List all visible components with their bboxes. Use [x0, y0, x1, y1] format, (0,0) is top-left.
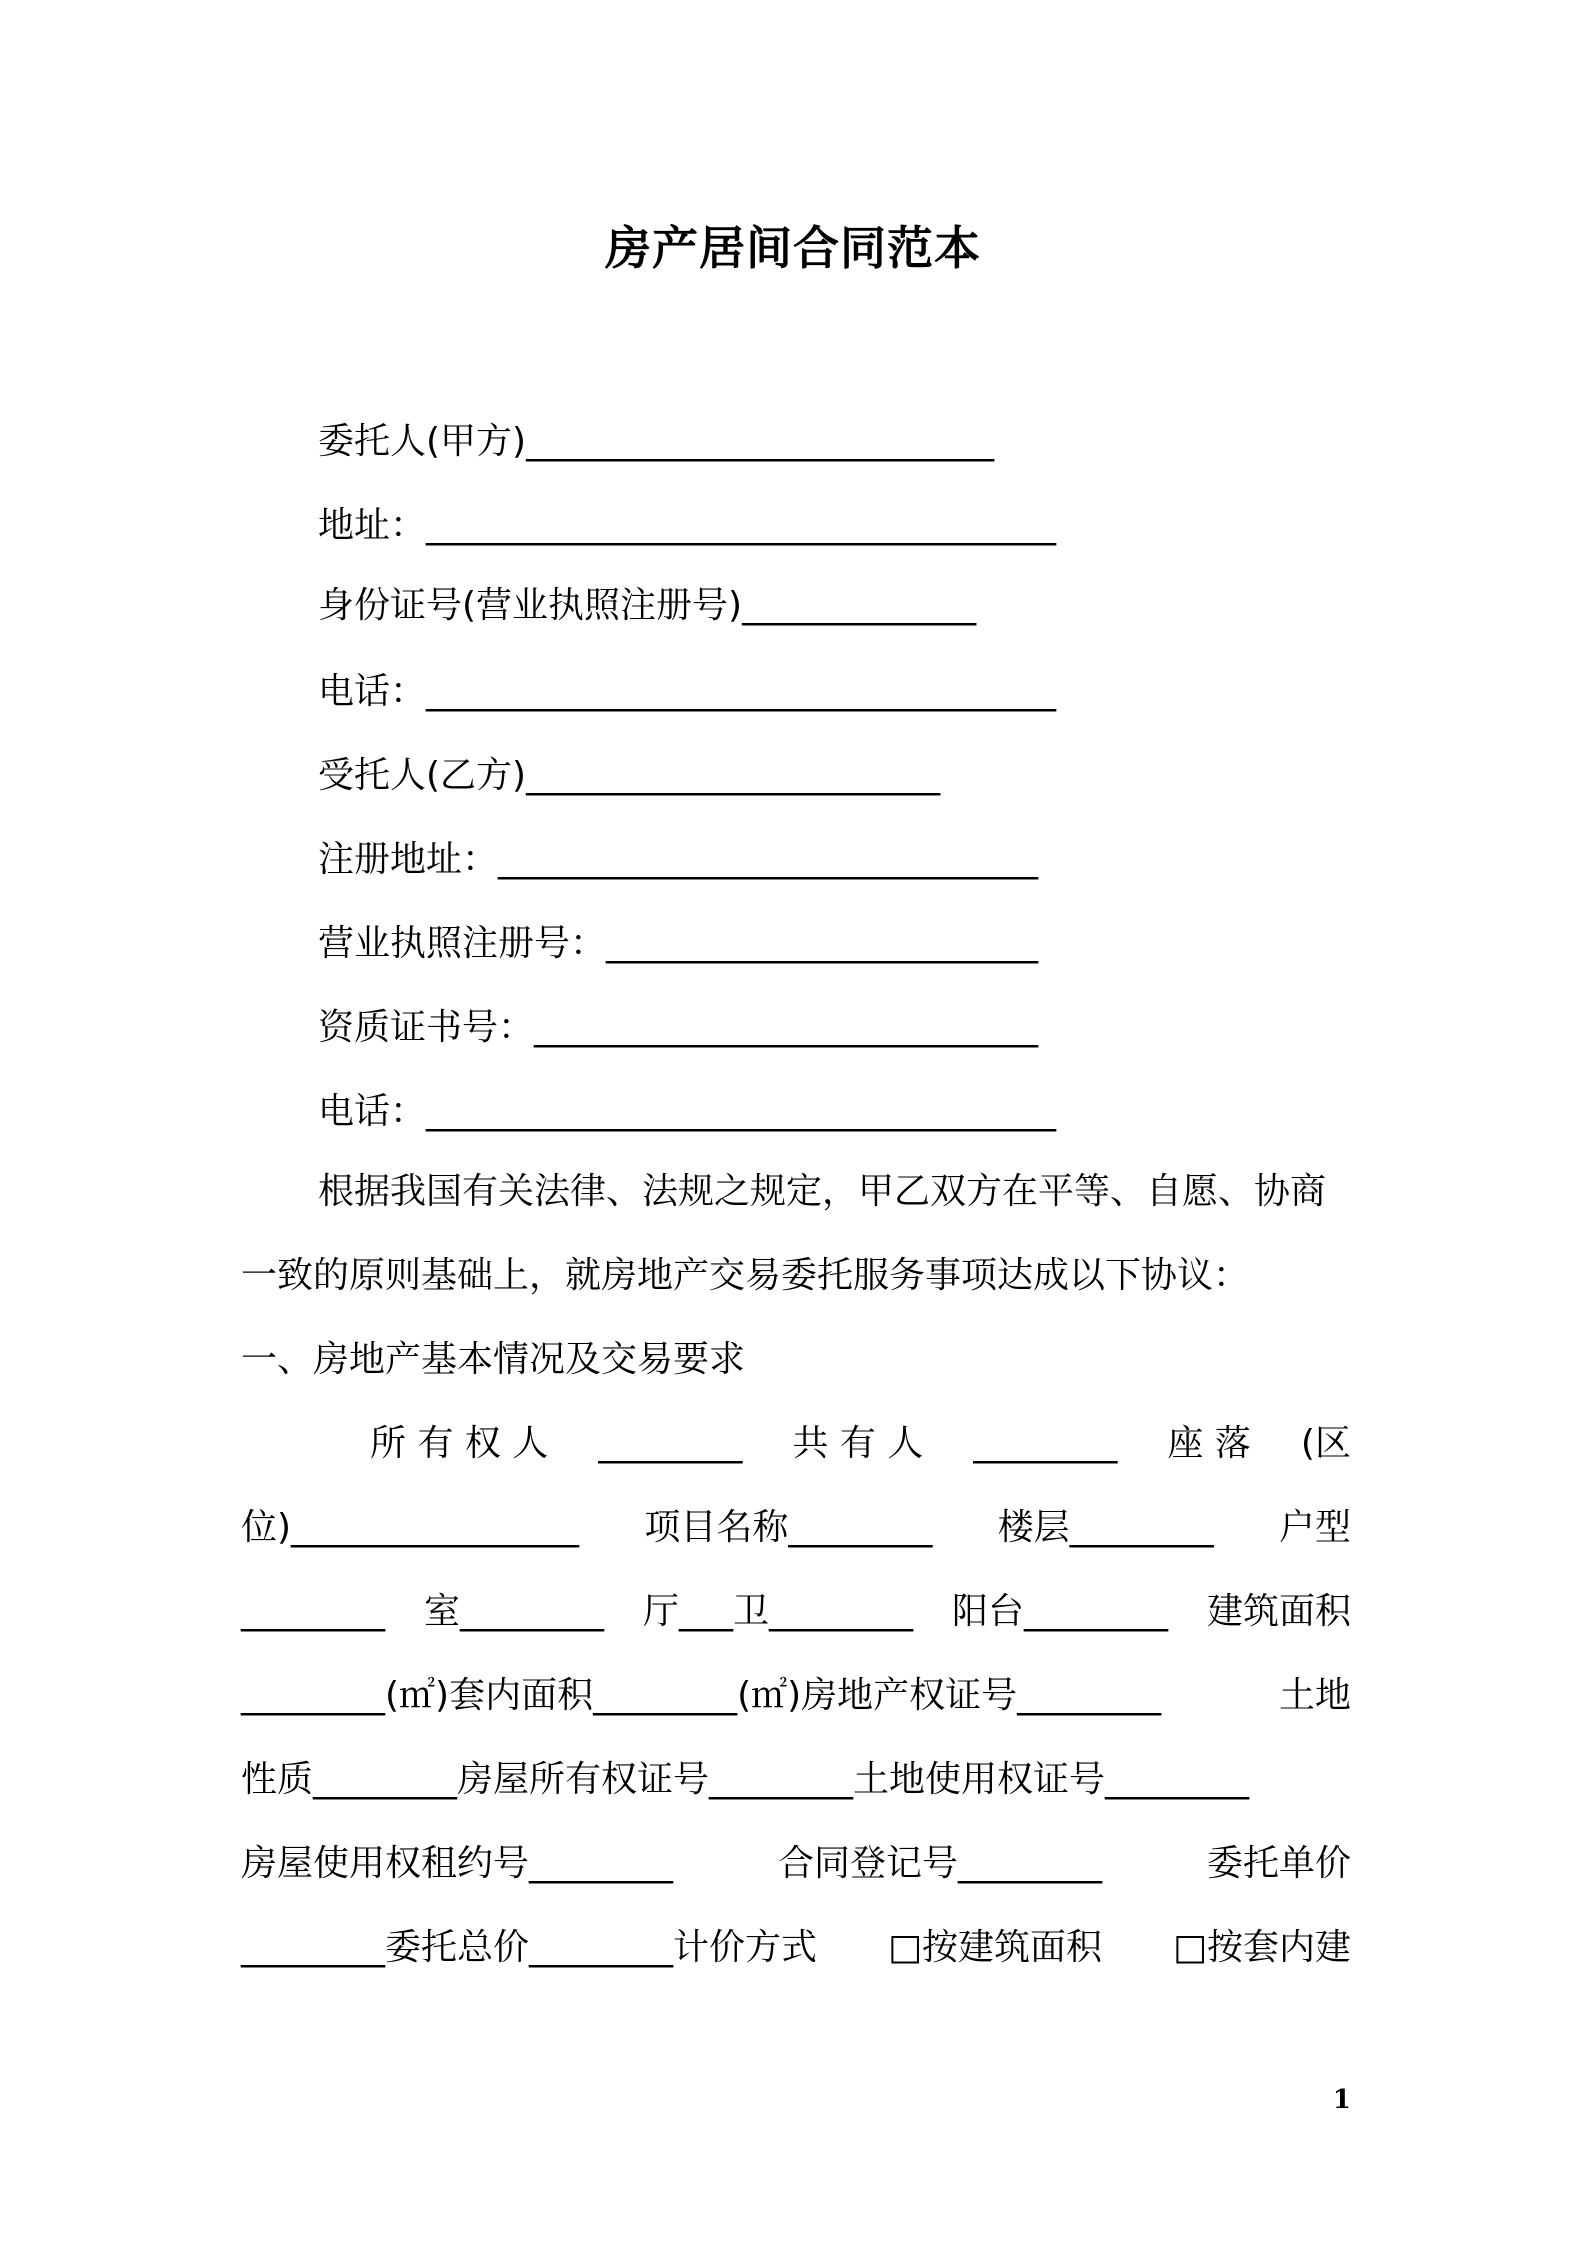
intro-paragraph-line: 根据我国有关法律、法规之规定，甲乙双方在平等、自愿、协商 — [318, 1171, 1327, 1212]
property-info-segment: 委托单价 — [1206, 1843, 1351, 1884]
property-info-segment: 房屋使用权租约号________ — [241, 1843, 674, 1884]
property-info-line — [370, 1420, 1351, 1468]
property-info-line — [241, 1756, 1351, 1804]
principal-address-field: 地址：___________________________________ — [318, 505, 1057, 546]
agent-qualification-field: 资质证书号：____________________________ — [318, 1007, 1039, 1048]
document-title: 房产居间合同范本 — [605, 221, 981, 275]
agent-field: 受托人(乙方)_______________________ — [318, 755, 941, 796]
property-info-segment: 阳台________ — [951, 1591, 1168, 1632]
property-info-segment: ________ — [598, 1423, 743, 1464]
principal-field: 委托人(甲方)__________________________ — [318, 421, 995, 462]
property-info-line — [241, 1504, 1351, 1552]
property-info-segment: 土地 — [1278, 1675, 1351, 1716]
property-info-segment: 户型 — [1278, 1507, 1351, 1548]
page-number: 1 — [1332, 2085, 1351, 2115]
property-info-segment: ________(㎡)套内面积________(㎡)房地产权证号________ — [241, 1675, 1162, 1716]
property-info-segment: 室________ — [423, 1591, 604, 1632]
property-info-segment: 合同登记号________ — [777, 1843, 1102, 1884]
property-info-segment: 厅___卫________ — [642, 1591, 913, 1632]
property-info-segment: 共 有 人 — [792, 1423, 924, 1464]
property-info-line — [241, 1588, 1351, 1636]
section-heading: 一、房地产基本情况及交易要求 — [241, 1339, 746, 1380]
principal-id-field: 身份证号(营业执照注册号)_____________ — [318, 585, 977, 626]
pricing-option-inner-area: □按套内建 — [1172, 1927, 1351, 1968]
property-info-segment: 建筑面积 — [1206, 1591, 1351, 1632]
property-info-segment: 楼层________ — [997, 1507, 1214, 1548]
property-info-segment: 所 有 权 人 — [370, 1423, 549, 1464]
property-info-segment: 项目名称________ — [644, 1507, 933, 1548]
property-info-line — [241, 1840, 1351, 1888]
property-info-segment: 性质________房屋所有权证号________土地使用权证号________ — [241, 1759, 1250, 1800]
property-info-line — [241, 1924, 1351, 1972]
intro-paragraph-line: 一致的原则基础上，就房地产交易委托服务事项达成以下协议： — [241, 1255, 1250, 1296]
property-info-line — [241, 1672, 1351, 1720]
property-info-segment: ________委托总价________计价方式 — [241, 1927, 818, 1968]
property-info-segment: (区 — [1300, 1423, 1351, 1464]
pricing-option-area: □按建筑面积 — [887, 1927, 1102, 1968]
property-info-segment: 位)________________ — [241, 1507, 580, 1548]
agent-address-field: 注册地址：______________________________ — [318, 839, 1039, 880]
agent-phone-field: 电话：___________________________________ — [318, 1091, 1057, 1132]
property-info-segment: ________ — [241, 1591, 385, 1632]
property-info-segment: ________ — [973, 1423, 1118, 1464]
property-info-segment: 座 落 — [1167, 1423, 1251, 1464]
agent-license-field: 营业执照注册号：________________________ — [318, 923, 1039, 964]
principal-phone-field: 电话：___________________________________ — [318, 671, 1057, 712]
